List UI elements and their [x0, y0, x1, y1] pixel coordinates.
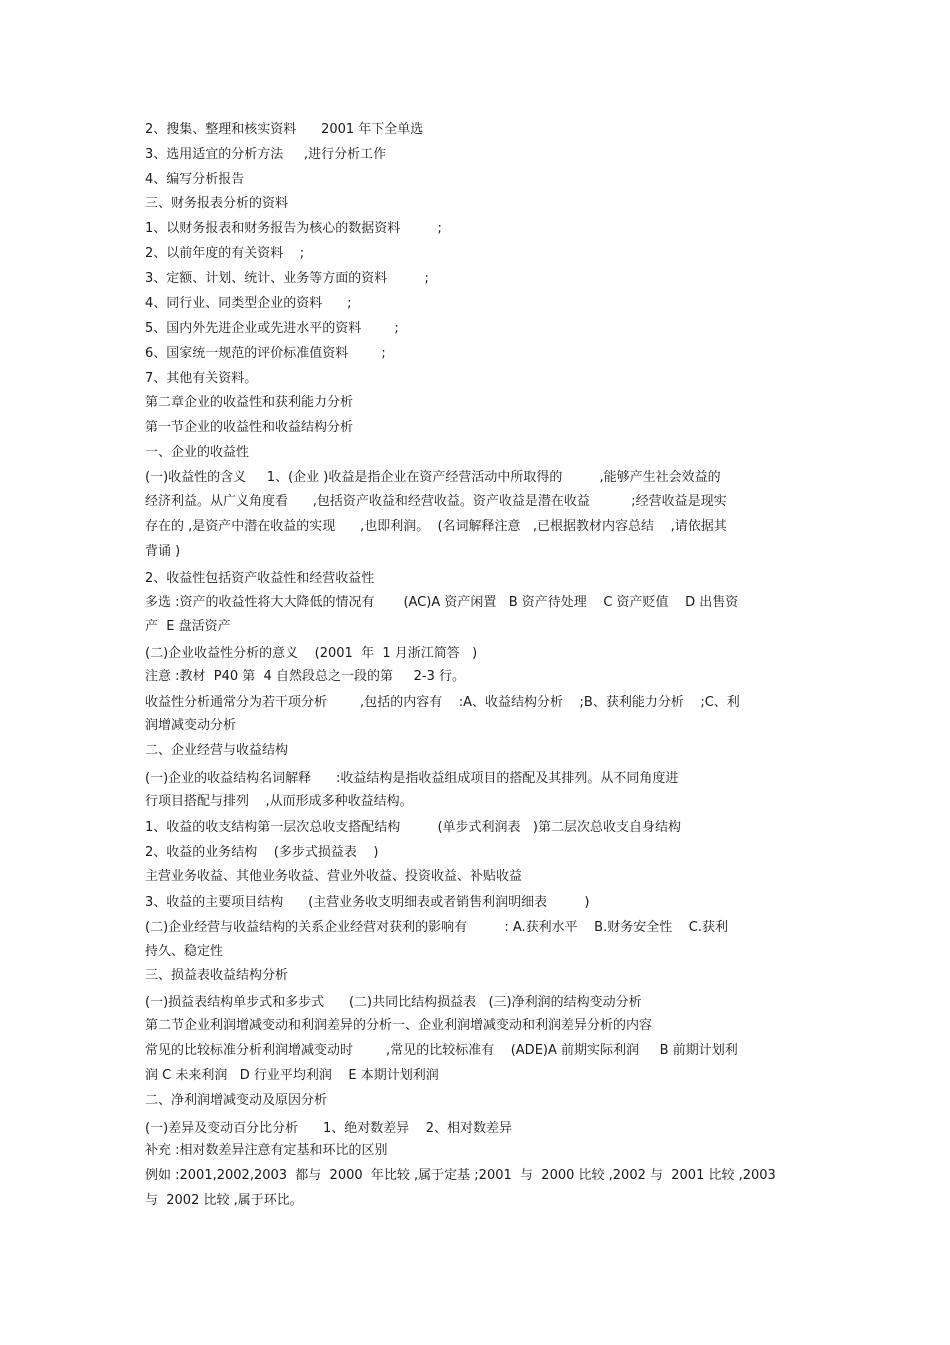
- text-line: 润 C 未来利润 D 行业平均利润 E 本期计划利润: [145, 1068, 439, 1083]
- text-line: (一)收益性的含义 1、(企业 )收益是指企业在资产经营活动中所取得的 ,能够产生社会效益的: [145, 470, 721, 485]
- text-line: 第一节企业的收益性和收益结构分析: [145, 420, 354, 435]
- text-line: 三、财务报表分析的资料: [145, 196, 289, 211]
- text-line: 4、同行业、同类型企业的资料 ;: [145, 296, 352, 311]
- text-line: 2、收益性包括资产收益性和经营收益性: [145, 571, 375, 586]
- text-line: 4、编写分析报告: [145, 172, 245, 187]
- text-line: 一、企业的收益性: [145, 445, 250, 460]
- text-line: (二)企业经营与收益结构的关系企业经营对获利的影响有 : A.获利水平 B.财务安全性 C.获利: [145, 920, 728, 935]
- text-line: 注意 :教材 P40 第 4 自然段总之一段的第 2-3 行。: [145, 669, 465, 684]
- text-line: 与 2002 比较 ,属于环比。: [145, 1193, 303, 1208]
- text-line: 7、其他有关资料。: [145, 371, 258, 386]
- text-line: 3、选用适宜的分析方法 ,进行分析工作: [145, 147, 387, 162]
- text-line: 5、国内外先进企业或先进水平的资料 ;: [145, 321, 399, 336]
- text-line: 常见的比较标准分析利润增减变动时 ,常见的比较标准有 (ADE)A 前期实际利润 B 前期计划利: [145, 1043, 738, 1058]
- text-line: 2、以前年度的有关资料 ;: [145, 246, 305, 261]
- text-line: 6、国家统一规范的评价标准值资料 ;: [145, 346, 386, 361]
- text-line: 背诵 ): [145, 544, 181, 559]
- text-line: 持久、稳定性: [145, 944, 224, 959]
- text-line: 2、搜集、整理和核实资料 2001 年下全单选: [145, 122, 424, 137]
- text-line: 收益性分析通常分为若干项分析 ,包括的内容有 :A、收益结构分析 ;B、获利能力分析 ;C、利: [145, 695, 740, 710]
- text-line: 3、收益的主要项目结构 (主营业务收支明细表或者销售利润明细表 ): [145, 895, 590, 910]
- text-line: 补充 :相对数差异注意有定基和环比的区别: [145, 1143, 388, 1158]
- text-line: 2、收益的业务结构 (多步式损益表 ): [145, 845, 379, 860]
- text-line: 产 E 盘活资产: [145, 619, 231, 634]
- text-line: 1、以财务报表和财务报告为核心的数据资料 ;: [145, 221, 442, 236]
- text-line: 行项目搭配与排列 ,从而形成多种收益结构。: [145, 794, 413, 809]
- text-line: 经济利益。从广义角度看 ,包括资产收益和经营收益。资产收益是潜在收益 ;经营收益是现实: [145, 494, 727, 509]
- text-line: 1、收益的收支结构第一层次总收支搭配结构 (单步式利润表 )第二层次总收支自身结构: [145, 820, 682, 835]
- text-line: (一)损益表结构单步式和多步式 (二)共同比结构损益表 (三)净利润的结构变动分析: [145, 995, 642, 1010]
- text-line: 多选 :资产的收益性将大大降低的情况有 (AC)A 资产闲置 B 资产待处理 C 资产贬值 D 出售资: [145, 595, 739, 610]
- text-line: 三、损益表收益结构分析: [145, 968, 289, 983]
- text-line: 主营业务收益、其他业务收益、营业外收益、投资收益、补贴收益: [145, 869, 523, 884]
- text-line: (二)企业收益性分析的意义 (2001 年 1 月浙江简答 ): [145, 646, 478, 661]
- text-line: 第二章企业的收益性和获利能力分析: [145, 395, 354, 410]
- text-line: 二、企业经营与收益结构: [145, 743, 289, 758]
- text-line: 第二节企业利润增减变动和利润差异的分析一、企业利润增减变动和利润差异分析的内容: [145, 1018, 653, 1033]
- text-line: 例如 :2001,2002,2003 都与 2000 年比较 ,属于定基 ;2001 与 2000 比较 ,2002 与 2001 比较 ,2003: [145, 1168, 776, 1183]
- text-line: 存在的 ,是资产中潜在收益的实现 ,也即利润。 (名词解释注意 ,已根据教材内容总结 ,请依据其: [145, 519, 727, 534]
- text-line: 润增减变动分析: [145, 718, 237, 733]
- text-line: 3、定额、计划、统计、业务等方面的资料 ;: [145, 271, 429, 286]
- text-line: 二、净利润增减变动及原因分析: [145, 1093, 328, 1108]
- text-line: (一)企业的收益结构名词解释 :收益结构是指收益组成项目的搭配及其排列。从不同角度进: [145, 771, 679, 786]
- text-line: (一)差异及变动百分比分析 1、绝对数差异 2、相对数差异: [145, 1121, 513, 1136]
